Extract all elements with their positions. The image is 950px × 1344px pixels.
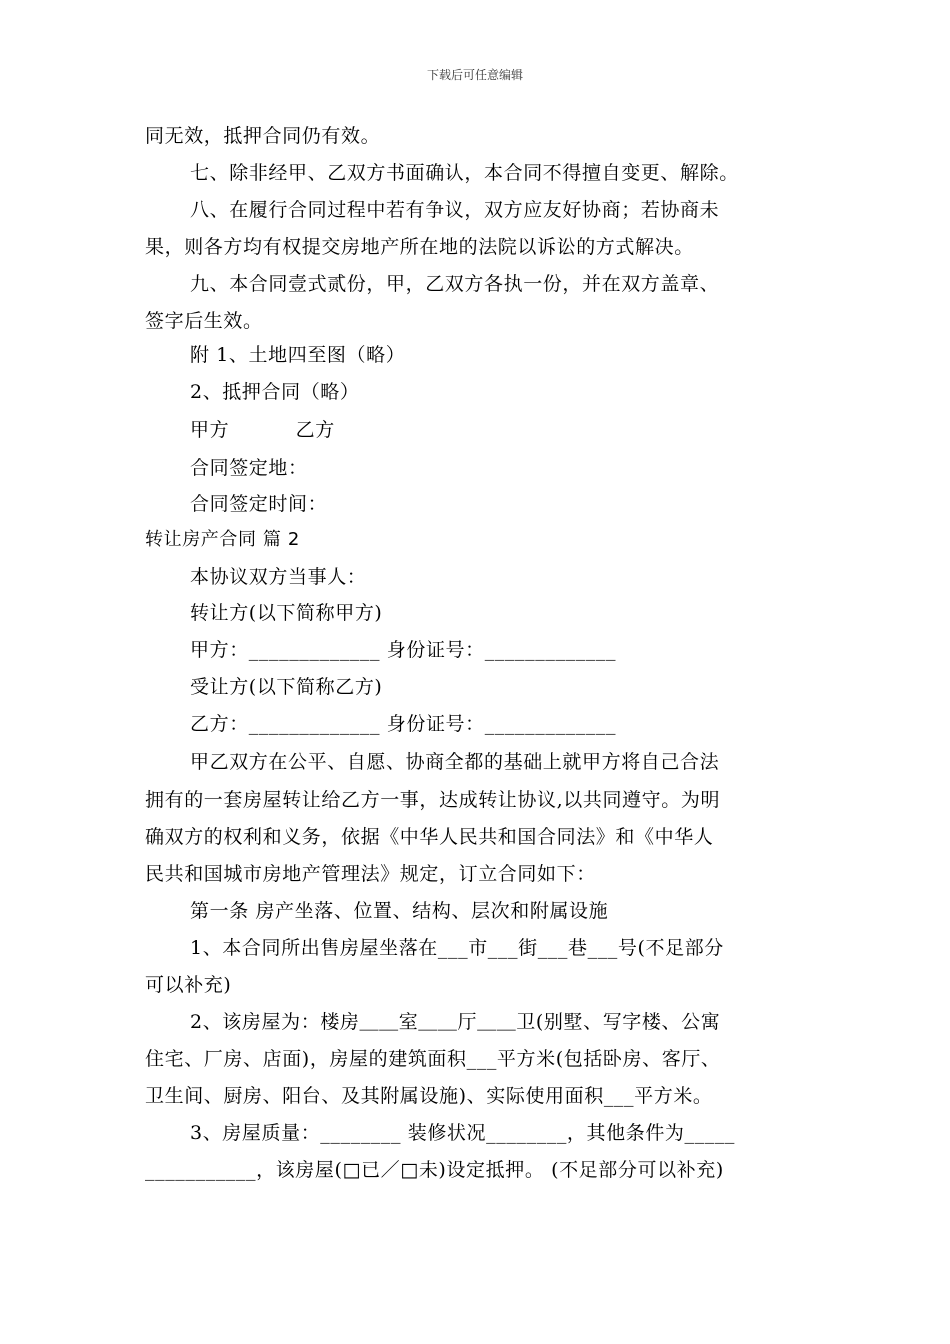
text-line: 七、除非经甲、乙双方书面确认，本合同不得擅自变更、解除。: [190, 162, 739, 184]
text-line: 合同签定地：: [190, 457, 308, 479]
text-line: 受让方(以下简称乙方): [190, 676, 383, 698]
text-line: 3、房屋质量：________ 装修状况________，其他条件为_____: [190, 1122, 736, 1144]
text-line: 确双方的权利和义务，依据《中华人民共和国合同法》和《中华人: [145, 826, 714, 848]
text-line: 拥有的一套房屋转让给乙方一事，达成转让协议,以共同遵守。为明: [145, 789, 721, 811]
article-title: 第一条 房产坐落、位置、结构、层次和附属设施: [190, 900, 609, 922]
text-line: 可以补充): [145, 974, 232, 996]
page-header: 下载后可任意编辑: [426, 68, 523, 82]
text-line: 住宅、厂房、店面)，房屋的建筑面积___平方米(包括卧房、客厅、: [145, 1048, 721, 1070]
text-line: 民共和国城市房地产管理法》规定，订立合同如下：: [145, 863, 596, 885]
text-line: 甲乙双方在公平、自愿、协商全都的基础上就甲方将自己合法: [190, 751, 720, 773]
party-a-field: 甲方：_____________ 身份证号：_____________: [190, 639, 617, 661]
section-heading: 转让房产合同 篇 2: [145, 529, 300, 550]
text-line: 1、本合同所出售房屋坐落在___市___街___巷___号(不足部分: [190, 937, 724, 959]
text-line: 签字后生效。: [145, 310, 263, 332]
party-b-field: 乙方：_____________ 身份证号：_____________: [190, 713, 617, 735]
text-line: 2、该房屋为：楼房＿＿室＿＿厅＿＿卫(别墅、写字楼、公寓: [190, 1011, 721, 1033]
text-line: 卫生间、厨房、阳台、及其附属设施)、实际使用面积___平方米。: [145, 1085, 713, 1107]
text-line: 果，则各方均有权提交房地产所在地的法院以诉讼的方式解决。: [145, 236, 694, 258]
text-line: 同无效，抵押合同仍有效。: [145, 125, 381, 147]
text-line: 合同签定时间：: [190, 493, 328, 515]
text-line: 八、在履行合同过程中若有争议，双方应友好协商；若协商未: [190, 199, 720, 221]
text-line: ___________，该房屋(□已／□未)设定抵押。 (不足部分可以补充): [145, 1159, 724, 1181]
signature-parties: 甲方 乙方: [190, 419, 335, 441]
text-line: 本协议双方当事人：: [190, 566, 367, 588]
text-line: 2、抵押合同（略）: [190, 381, 360, 403]
text-line: 九、本合同壹式贰份，甲，乙双方各执一份，并在双方盖章、: [190, 273, 720, 295]
text-line: 转让方(以下简称甲方): [190, 602, 383, 624]
text-line: 附 1、土地四至图（略）: [190, 344, 406, 366]
